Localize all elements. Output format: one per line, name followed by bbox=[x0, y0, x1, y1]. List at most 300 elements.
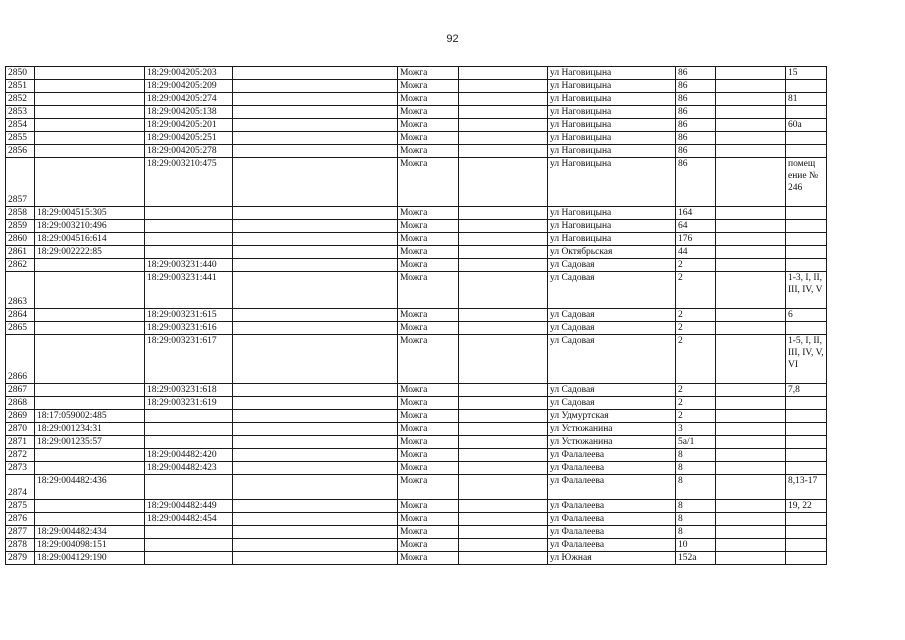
house-number: 5а/1 bbox=[676, 436, 716, 449]
empty-col-d bbox=[459, 513, 548, 526]
house-number: 86 bbox=[676, 145, 716, 158]
table-row bbox=[6, 436, 827, 449]
premises bbox=[786, 539, 827, 552]
street: ул Наговицына bbox=[548, 80, 676, 93]
settlement: Можга bbox=[398, 309, 459, 322]
table-row bbox=[6, 93, 827, 106]
table-row bbox=[6, 500, 827, 513]
cadastral-number-a bbox=[35, 449, 145, 462]
empty-col-c bbox=[233, 384, 398, 397]
row-number: 2851 bbox=[6, 80, 35, 93]
street: ул Наговицына bbox=[548, 132, 676, 145]
row-number: 2866 bbox=[6, 335, 35, 384]
empty-col-e bbox=[716, 67, 786, 80]
street: ул Фалалеева bbox=[548, 449, 676, 462]
empty-col-e bbox=[716, 539, 786, 552]
street: ул Фалалеева bbox=[548, 539, 676, 552]
empty-col-e bbox=[716, 423, 786, 436]
cadastral-number-b bbox=[145, 220, 233, 233]
row-number: 2872 bbox=[6, 449, 35, 462]
row-number: 2857 bbox=[6, 158, 35, 207]
table-row bbox=[6, 132, 827, 145]
settlement: Можга bbox=[398, 207, 459, 220]
cadastral-number-a: 18:29:004515:305 bbox=[35, 207, 145, 220]
cadastral-number-b: 18:29:004205:278 bbox=[145, 145, 233, 158]
row-number: 2869 bbox=[6, 410, 35, 423]
street: ул Садовая bbox=[548, 335, 676, 384]
settlement: Можга bbox=[398, 145, 459, 158]
house-number: 8 bbox=[676, 462, 716, 475]
house-number: 86 bbox=[676, 119, 716, 132]
premises: 15 bbox=[786, 67, 827, 80]
house-number: 8 bbox=[676, 449, 716, 462]
premises bbox=[786, 233, 827, 246]
cadastral-number-b: 18:29:003231:615 bbox=[145, 309, 233, 322]
empty-col-e bbox=[716, 93, 786, 106]
empty-col-d bbox=[459, 220, 548, 233]
empty-col-c bbox=[233, 93, 398, 106]
row-number: 2852 bbox=[6, 93, 35, 106]
table-row bbox=[6, 462, 827, 475]
cadastral-number-b bbox=[145, 246, 233, 259]
row-number: 2873 bbox=[6, 462, 35, 475]
house-number: 64 bbox=[676, 220, 716, 233]
street: ул Октябрьская bbox=[548, 246, 676, 259]
empty-col-c bbox=[233, 145, 398, 158]
settlement: Можга bbox=[398, 67, 459, 80]
street: ул Наговицына bbox=[548, 207, 676, 220]
premises bbox=[786, 322, 827, 335]
table-row bbox=[6, 80, 827, 93]
house-number: 2 bbox=[676, 322, 716, 335]
cadastral-number-b: 18:29:004482:420 bbox=[145, 449, 233, 462]
settlement: Можга bbox=[398, 500, 459, 513]
table-row bbox=[6, 539, 827, 552]
settlement: Можга bbox=[398, 246, 459, 259]
premises: 60а bbox=[786, 119, 827, 132]
settlement: Можга bbox=[398, 397, 459, 410]
empty-col-e bbox=[716, 106, 786, 119]
cadastral-number-a bbox=[35, 309, 145, 322]
cadastral-number-b bbox=[145, 475, 233, 500]
cadastral-number-a: 18:29:004129:190 bbox=[35, 552, 145, 565]
settlement: Можга bbox=[398, 322, 459, 335]
row-number: 2850 bbox=[6, 67, 35, 80]
empty-col-c bbox=[233, 67, 398, 80]
row-number: 2870 bbox=[6, 423, 35, 436]
house-number: 2 bbox=[676, 259, 716, 272]
page-number: 92 bbox=[446, 33, 459, 45]
house-number: 152а bbox=[676, 552, 716, 565]
table-row bbox=[6, 272, 827, 309]
empty-col-e bbox=[716, 220, 786, 233]
cadastral-number-a bbox=[35, 397, 145, 410]
empty-col-d bbox=[459, 132, 548, 145]
table-row bbox=[6, 475, 827, 500]
row-number: 2856 bbox=[6, 145, 35, 158]
empty-col-d bbox=[459, 80, 548, 93]
row-number: 2855 bbox=[6, 132, 35, 145]
street: ул Наговицына bbox=[548, 158, 676, 207]
empty-col-c bbox=[233, 462, 398, 475]
settlement: Можга bbox=[398, 384, 459, 397]
cadastral-number-a: 18:29:002222:85 bbox=[35, 246, 145, 259]
settlement: Можга bbox=[398, 335, 459, 384]
street: ул Наговицына bbox=[548, 119, 676, 132]
house-number: 8 bbox=[676, 526, 716, 539]
empty-col-d bbox=[459, 106, 548, 119]
cadastral-number-b bbox=[145, 207, 233, 220]
empty-col-c bbox=[233, 322, 398, 335]
cadastral-number-a: 18:29:001234:31 bbox=[35, 423, 145, 436]
empty-col-c bbox=[233, 207, 398, 220]
cadastral-number-b bbox=[145, 436, 233, 449]
empty-col-d bbox=[459, 423, 548, 436]
empty-col-d bbox=[459, 539, 548, 552]
empty-col-d bbox=[459, 436, 548, 449]
street: ул Удмуртская bbox=[548, 410, 676, 423]
cadastral-number-a bbox=[35, 93, 145, 106]
premises bbox=[786, 423, 827, 436]
empty-col-e bbox=[716, 335, 786, 384]
empty-col-c bbox=[233, 475, 398, 500]
house-number: 2 bbox=[676, 384, 716, 397]
settlement: Можга bbox=[398, 93, 459, 106]
row-number: 2859 bbox=[6, 220, 35, 233]
house-number: 3 bbox=[676, 423, 716, 436]
empty-col-e bbox=[716, 207, 786, 220]
row-number: 2876 bbox=[6, 513, 35, 526]
row-number: 2871 bbox=[6, 436, 35, 449]
empty-col-e bbox=[716, 475, 786, 500]
cadastral-number-b: 18:29:004205:209 bbox=[145, 80, 233, 93]
cadastral-number-a bbox=[35, 132, 145, 145]
street: ул Садовая bbox=[548, 272, 676, 309]
empty-col-c bbox=[233, 513, 398, 526]
house-number: 8 bbox=[676, 513, 716, 526]
house-number: 164 bbox=[676, 207, 716, 220]
street: ул Фалалеева bbox=[548, 526, 676, 539]
cadastral-number-b: 18:29:004205:138 bbox=[145, 106, 233, 119]
empty-col-e bbox=[716, 552, 786, 565]
street: ул Фалалеева bbox=[548, 500, 676, 513]
empty-col-c bbox=[233, 246, 398, 259]
table-row bbox=[6, 513, 827, 526]
empty-col-e bbox=[716, 397, 786, 410]
empty-col-c bbox=[233, 539, 398, 552]
row-number: 2878 bbox=[6, 539, 35, 552]
cadastral-number-b: 18:29:003231:440 bbox=[145, 259, 233, 272]
empty-col-c bbox=[233, 397, 398, 410]
empty-col-e bbox=[716, 462, 786, 475]
street: ул Наговицына bbox=[548, 220, 676, 233]
house-number: 86 bbox=[676, 67, 716, 80]
empty-col-e bbox=[716, 158, 786, 207]
empty-col-e bbox=[716, 80, 786, 93]
cadastral-number-b: 18:29:003231:618 bbox=[145, 384, 233, 397]
row-number: 2862 bbox=[6, 259, 35, 272]
premises bbox=[786, 220, 827, 233]
settlement: Можга bbox=[398, 272, 459, 309]
cadastral-number-a: 18:29:004482:434 bbox=[35, 526, 145, 539]
premises bbox=[786, 436, 827, 449]
cadastral-number-b bbox=[145, 410, 233, 423]
street: ул Наговицына bbox=[548, 93, 676, 106]
row-number: 2860 bbox=[6, 233, 35, 246]
premises bbox=[786, 513, 827, 526]
empty-col-e bbox=[716, 526, 786, 539]
house-number: 86 bbox=[676, 132, 716, 145]
street: ул Южная bbox=[548, 552, 676, 565]
settlement: Можга bbox=[398, 220, 459, 233]
empty-col-c bbox=[233, 526, 398, 539]
empty-col-c bbox=[233, 335, 398, 384]
premises bbox=[786, 397, 827, 410]
row-number: 2858 bbox=[6, 207, 35, 220]
cadastral-number-b: 18:29:004205:274 bbox=[145, 93, 233, 106]
empty-col-d bbox=[459, 93, 548, 106]
cadastral-number-b: 18:29:004205:203 bbox=[145, 67, 233, 80]
premises: 6 bbox=[786, 309, 827, 322]
empty-col-c bbox=[233, 220, 398, 233]
premises: 19, 22 bbox=[786, 500, 827, 513]
house-number: 2 bbox=[676, 272, 716, 309]
settlement: Можга bbox=[398, 410, 459, 423]
empty-col-d bbox=[459, 322, 548, 335]
empty-col-d bbox=[459, 67, 548, 80]
table-row bbox=[6, 106, 827, 119]
premises bbox=[786, 462, 827, 475]
house-number: 44 bbox=[676, 246, 716, 259]
settlement: Можга bbox=[398, 259, 459, 272]
row-number: 2877 bbox=[6, 526, 35, 539]
house-number: 2 bbox=[676, 410, 716, 423]
empty-col-d bbox=[459, 119, 548, 132]
empty-col-c bbox=[233, 132, 398, 145]
settlement: Можга bbox=[398, 436, 459, 449]
street: ул Наговицына bbox=[548, 67, 676, 80]
cadastral-number-a bbox=[35, 259, 145, 272]
cadastral-number-b bbox=[145, 233, 233, 246]
settlement: Можга bbox=[398, 449, 459, 462]
settlement: Можга bbox=[398, 475, 459, 500]
cadastral-number-b: 18:29:003210:475 bbox=[145, 158, 233, 207]
empty-col-c bbox=[233, 309, 398, 322]
table-row bbox=[6, 322, 827, 335]
empty-col-d bbox=[459, 158, 548, 207]
settlement: Можга bbox=[398, 132, 459, 145]
cadastral-number-b: 18:29:004205:251 bbox=[145, 132, 233, 145]
street: ул Садовая bbox=[548, 309, 676, 322]
cadastral-number-b: 18:29:004482:449 bbox=[145, 500, 233, 513]
premises bbox=[786, 145, 827, 158]
table-row bbox=[6, 449, 827, 462]
empty-col-e bbox=[716, 145, 786, 158]
empty-col-e bbox=[716, 500, 786, 513]
empty-col-d bbox=[459, 500, 548, 513]
premises bbox=[786, 526, 827, 539]
cadastral-number-b: 18:29:003231:617 bbox=[145, 335, 233, 384]
empty-col-e bbox=[716, 132, 786, 145]
cadastral-number-a bbox=[35, 80, 145, 93]
street: ул Наговицына bbox=[548, 233, 676, 246]
table-row bbox=[6, 220, 827, 233]
empty-col-c bbox=[233, 259, 398, 272]
row-number: 2854 bbox=[6, 119, 35, 132]
table-row bbox=[6, 259, 827, 272]
row-number: 2853 bbox=[6, 106, 35, 119]
row-number: 2865 bbox=[6, 322, 35, 335]
cadastral-number-a bbox=[35, 67, 145, 80]
cadastral-number-b: 18:29:004482:423 bbox=[145, 462, 233, 475]
settlement: Можга bbox=[398, 539, 459, 552]
cadastral-number-a: 18:29:001235:57 bbox=[35, 436, 145, 449]
empty-col-d bbox=[459, 384, 548, 397]
empty-col-c bbox=[233, 106, 398, 119]
cadastral-number-a bbox=[35, 322, 145, 335]
empty-col-e bbox=[716, 449, 786, 462]
empty-col-c bbox=[233, 436, 398, 449]
row-number: 2863 bbox=[6, 272, 35, 309]
cadastral-number-a: 18:17:059002:485 bbox=[35, 410, 145, 423]
premises bbox=[786, 410, 827, 423]
cadastral-number-b: 18:29:003231:616 bbox=[145, 322, 233, 335]
house-number: 2 bbox=[676, 309, 716, 322]
house-number: 8 bbox=[676, 500, 716, 513]
house-number: 10 bbox=[676, 539, 716, 552]
premises: помещ ение № 246 bbox=[786, 158, 827, 207]
premises bbox=[786, 259, 827, 272]
empty-col-c bbox=[233, 158, 398, 207]
empty-col-c bbox=[233, 410, 398, 423]
settlement: Можга bbox=[398, 423, 459, 436]
empty-col-e bbox=[716, 309, 786, 322]
cadastral-number-a: 18:29:004516:614 bbox=[35, 233, 145, 246]
cadastral-number-a bbox=[35, 384, 145, 397]
house-number: 86 bbox=[676, 93, 716, 106]
cadastral-number-a: 18:29:004098:151 bbox=[35, 539, 145, 552]
empty-col-d bbox=[459, 246, 548, 259]
empty-col-e bbox=[716, 384, 786, 397]
premises bbox=[786, 449, 827, 462]
empty-col-d bbox=[459, 397, 548, 410]
premises: 1-5, I, II, III, IV, V, VI bbox=[786, 335, 827, 384]
table-row bbox=[6, 410, 827, 423]
empty-col-d bbox=[459, 449, 548, 462]
table-row bbox=[6, 552, 827, 565]
settlement: Можга bbox=[398, 462, 459, 475]
premises: 1-3, I, II, III, IV, V bbox=[786, 272, 827, 309]
street: ул Наговицына bbox=[548, 106, 676, 119]
house-number: 176 bbox=[676, 233, 716, 246]
empty-col-c bbox=[233, 80, 398, 93]
row-number: 2864 bbox=[6, 309, 35, 322]
row-number: 2874 bbox=[6, 475, 35, 500]
settlement: Можга bbox=[398, 233, 459, 246]
table-row bbox=[6, 158, 827, 207]
settlement: Можга bbox=[398, 119, 459, 132]
empty-col-d bbox=[459, 335, 548, 384]
cadastral-number-b: 18:29:003231:619 bbox=[145, 397, 233, 410]
cadastral-number-b: 18:29:004482:454 bbox=[145, 513, 233, 526]
house-number: 86 bbox=[676, 106, 716, 119]
cadastral-number-a: 18:29:004482:436 bbox=[35, 475, 145, 500]
cadastral-number-a bbox=[35, 119, 145, 132]
empty-col-e bbox=[716, 272, 786, 309]
premises bbox=[786, 80, 827, 93]
empty-col-d bbox=[459, 309, 548, 322]
row-number: 2867 bbox=[6, 384, 35, 397]
settlement: Можга bbox=[398, 106, 459, 119]
row-number: 2879 bbox=[6, 552, 35, 565]
empty-col-e bbox=[716, 259, 786, 272]
table-row bbox=[6, 526, 827, 539]
house-number: 86 bbox=[676, 80, 716, 93]
cadastral-number-a bbox=[35, 158, 145, 207]
empty-col-e bbox=[716, 119, 786, 132]
cadastral-number-a bbox=[35, 500, 145, 513]
empty-col-c bbox=[233, 552, 398, 565]
empty-col-c bbox=[233, 500, 398, 513]
cadastral-number-a bbox=[35, 335, 145, 384]
premises bbox=[786, 207, 827, 220]
premises bbox=[786, 106, 827, 119]
cadastral-number-a bbox=[35, 106, 145, 119]
street: ул Садовая bbox=[548, 259, 676, 272]
cadastral-number-a bbox=[35, 462, 145, 475]
cadastral-number-b: 18:29:003231:441 bbox=[145, 272, 233, 309]
empty-col-e bbox=[716, 513, 786, 526]
cadastral-number-b bbox=[145, 539, 233, 552]
empty-col-d bbox=[459, 233, 548, 246]
empty-col-e bbox=[716, 410, 786, 423]
table-row bbox=[6, 246, 827, 259]
table-row bbox=[6, 207, 827, 220]
cadastral-register-table bbox=[5, 66, 827, 565]
empty-col-c bbox=[233, 449, 398, 462]
empty-col-d bbox=[459, 145, 548, 158]
empty-col-e bbox=[716, 322, 786, 335]
empty-col-e bbox=[716, 246, 786, 259]
street: ул Устюжанина bbox=[548, 436, 676, 449]
empty-col-c bbox=[233, 233, 398, 246]
premises: 81 bbox=[786, 93, 827, 106]
table-row bbox=[6, 119, 827, 132]
premises bbox=[786, 246, 827, 259]
settlement: Можга bbox=[398, 80, 459, 93]
table-row bbox=[6, 67, 827, 80]
cadastral-number-b bbox=[145, 526, 233, 539]
empty-col-d bbox=[459, 207, 548, 220]
table-row bbox=[6, 397, 827, 410]
street: ул Садовая bbox=[548, 397, 676, 410]
table-row bbox=[6, 309, 827, 322]
empty-col-d bbox=[459, 259, 548, 272]
street: ул Садовая bbox=[548, 384, 676, 397]
premises bbox=[786, 132, 827, 145]
empty-col-d bbox=[459, 526, 548, 539]
premises: 8,13-17 bbox=[786, 475, 827, 500]
cadastral-number-b bbox=[145, 423, 233, 436]
row-number: 2875 bbox=[6, 500, 35, 513]
table-row bbox=[6, 145, 827, 158]
empty-col-d bbox=[459, 462, 548, 475]
cadastral-number-a bbox=[35, 145, 145, 158]
cadastral-number-a bbox=[35, 272, 145, 309]
table-row bbox=[6, 423, 827, 436]
house-number: 8 bbox=[676, 475, 716, 500]
empty-col-d bbox=[459, 552, 548, 565]
